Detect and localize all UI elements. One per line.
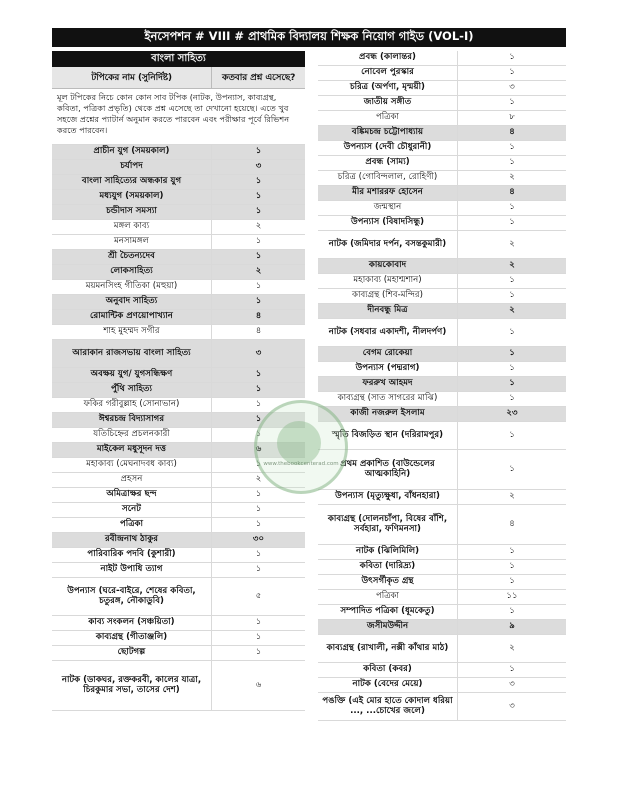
count-cell: ৩ [255,347,262,358]
topic-cell: পারিবারিক পদবি (কুশারী) [52,548,212,562]
count-cell: ২ [255,266,262,277]
count-cell: ১ [255,564,262,575]
table-row [318,201,566,216]
table-row [52,533,305,548]
topic-cell: মহাকাব্য (মহাশ্মশান) [318,274,458,288]
count-cell: ২ [509,172,515,183]
count-cell: ১ [255,489,262,500]
table-row [52,383,305,398]
topic-cell: চর্যাপদ [52,160,212,174]
table-row [318,96,566,111]
count-cell: ১ [255,647,262,658]
count-cell: ১ [255,191,262,202]
count-cell: ১ [255,504,262,515]
column-header-topic: টপিকের নাম (সুনির্দিষ্ট) [52,67,212,88]
topic-cell: পুঁথি সাহিত্য [52,383,212,397]
count-cell: ১ [255,384,262,395]
table-row [52,145,305,160]
topic-cell: সম্পাদিত পত্রিকা (ধূমকেতু) [318,605,458,619]
table-row [318,259,566,274]
table-row [52,548,305,563]
count-cell: ৩০ [252,534,265,545]
topic-cell: জসীমউদ্দীন [318,620,458,634]
count-cell: ১ [509,606,515,617]
topic-cell: যতিচিহ্নের প্রচলনকারী [52,428,212,442]
count-cell: ২ [509,491,515,502]
topic-cell: উপন্যাস (পদ্মরাগ) [318,362,458,376]
topic-cell: নাটক (বেদের মেয়ে) [318,678,458,692]
table-row [318,407,566,422]
topic-cell: সনেট [52,503,212,517]
watermark-seal [254,400,348,494]
topic-cell: অমিত্রাক্ষর ছন্দ [52,488,212,502]
table-row [318,289,566,304]
topic-cell: আরাকান রাজসভায় বাংলা সাহিত্য [52,340,212,367]
topic-cell: কাব্যগ্রন্থ (সাত সাগরের মাঝি) [318,392,458,406]
topic-cell: নোবেল পুরস্কার [318,66,458,80]
table-row [318,635,566,663]
topic-cell: প্রথম প্রকাশিত (বাউন্ডেলের আত্মকাহিনি) [318,450,458,489]
count-cell: ২ [509,238,515,249]
table-row [52,160,305,175]
table-row [318,678,566,693]
table-row [52,295,305,310]
count-cell: ১ [255,236,262,247]
count-cell: ৬ [255,444,262,455]
topic-cell: লোকসাহিত্য [52,265,212,279]
topic-cell: ফকির গরীবুল্লাহ (সোনাভান) [52,398,212,412]
topic-cell: উপন্যাস (মৃত্যুক্ষুধা, বাঁধনহারা) [318,490,458,504]
count-cell: ৩ [509,82,515,93]
topic-cell: পত্রিকা [52,518,212,532]
topic-cell: বাংলা সাহিত্যের অন্ধকার যুগ [52,175,212,189]
count-cell: ১ [255,414,262,425]
topic-cell: প্রবন্ধ (সাম্য) [318,156,458,170]
table-row [318,490,566,505]
count-cell: ৪ [255,311,262,322]
count-cell: ১ [509,429,515,440]
table-row [52,488,305,503]
table-row [318,304,566,319]
count-cell: ১ [255,632,262,643]
table-row [318,450,566,490]
topic-cell: স্মৃতি বিজড়িত স্থান (দরিরামপুর) [318,422,458,449]
topic-cell: বঙ্কিমচন্দ্র চট্টোপাধ্যায় [318,126,458,140]
topic-cell: মীর মশাররফ হোসেন [318,186,458,200]
count-cell: ১ [255,176,262,187]
table-row [318,171,566,186]
topic-cell: ফররুখ আহমদ [318,377,458,391]
topic-cell: নাটক (ডাকঘর, রক্তকরবী, কালের যাত্রা, চিরকুমার সভা, তাসের দেশ) [52,661,212,710]
count-cell: ১ [509,157,515,168]
table-row [318,362,566,377]
table-row [318,126,566,141]
page-header [52,28,566,47]
count-cell: ৩ [509,679,515,690]
topic-cell: জন্মস্থান [318,201,458,215]
count-cell: ১ [509,52,515,63]
count-cell: ৩ [255,161,262,172]
table-row [318,663,566,678]
topic-cell: উপন্যাস (বিষাদসিন্ধু) [318,216,458,230]
topic-cell: ঈশ্বরচন্দ্র বিদ্যাসাগর [52,413,212,427]
topic-cell: ময়মনসিংহ গীতিকা (মহুয়া) [52,280,212,294]
count-cell: ১ [509,378,515,389]
table-row [318,274,566,289]
table-row [318,505,566,545]
topic-cell: বেগম রোকেয়া [318,347,458,361]
table-row [318,575,566,590]
count-cell: ১ [255,146,262,157]
table-row [52,325,305,340]
count-cell: ৫ [255,590,262,601]
count-cell: ২ [509,642,515,653]
count-cell: ৪ [509,518,515,529]
count-cell: ১ [509,664,515,675]
count-cell: ৪ [255,326,262,337]
count-cell: ৬ [255,679,262,690]
table-row [52,250,305,265]
topic-cell: মধ্যযুগ (সময়কাল) [52,190,212,204]
count-cell: ৪ [509,187,515,198]
topic-cell: প্রবন্ধ (কালান্তর) [318,51,458,65]
table-row [52,190,305,205]
topic-cell: নাইট উপাধি ত্যাগ [52,563,212,577]
count-cell: ১ [509,561,515,572]
count-cell: ১ [255,459,262,470]
count-cell: ১ [255,549,262,560]
count-cell: ৯ [509,621,515,632]
count-cell: ১ [509,290,515,301]
topic-cell: চরিত্র (অর্পণা, মৃন্ময়ী) [318,81,458,95]
count-cell: ১ [255,399,262,410]
count-cell: ১ [509,546,515,557]
count-cell: ২ [509,260,515,271]
count-cell: ১ [255,519,262,530]
topic-cell: উপন্যাস (ঘরে-বাইরে, শেষের কবিতা, চতুরঙ্গ, নৌকাডুবি) [52,578,212,615]
topic-cell: কায়কোবাদ [318,259,458,273]
table-row [52,563,305,578]
count-cell: ১ [255,251,262,262]
table-row [52,310,305,325]
count-cell: ১ [255,296,262,307]
topic-cell: রোমান্টিক প্রণয়োপাখ্যান [52,310,212,324]
topic-cell: জাতীয় সঙ্গীত [318,96,458,110]
table-row [52,205,305,220]
count-cell: ১ [255,281,262,292]
topic-cell: নাটক (সধবার একাদশী, নীলদর্পণ) [318,319,458,346]
topic-cell: চরিত্র (গোবিন্দলাল, রোহিণী) [318,171,458,185]
table-row [318,111,566,126]
count-cell: ২ [255,221,262,232]
topic-cell: পঙক্তি (এই মোর হাতে কোদাল ধরিয়া ..., ...চোখের জলে) [318,693,458,720]
count-cell: ৩ [509,700,515,711]
table-row [318,693,566,721]
topic-cell: মাইকেল মধুসূদন দত্ত [52,443,212,457]
count-cell: ২৩ [506,408,518,419]
count-cell: ১ [255,429,262,440]
table-row [52,398,305,413]
topic-cell: কাব্যগ্রন্থ (গীতাঞ্জলি) [52,631,212,645]
table-row [52,616,305,631]
count-cell: ১ [509,97,515,108]
count-cell: ১১ [506,591,518,602]
topic-cell: কাব্যগ্রন্থ (শিব-মন্দির) [318,289,458,303]
topic-cell: কাব্যগ্রন্থ (রাখালী, নক্সী কাঁথার মাঠ) [318,635,458,662]
topic-cell: রবীন্দ্রনাথ ঠাকুর [52,533,212,547]
table-row [318,560,566,575]
table-row [318,186,566,201]
watermark-text: www.thebookcenterad.com [263,461,339,467]
topic-cell: পত্রিকা [318,590,458,604]
table-row [52,503,305,518]
topic-cell: কাজী নজরুল ইসলাম [318,407,458,421]
table-row [52,646,305,661]
count-cell: ২ [255,474,262,485]
topic-cell: শাহ মুহম্মদ সগীর [52,325,212,339]
count-cell: ১ [509,67,515,78]
watermark-icon [277,421,321,465]
topic-cell: প্রাচীন যুগ (সময়কাল) [52,145,212,159]
table-row [318,231,566,259]
table-row [52,235,305,250]
count-cell: ১ [255,369,262,380]
table-row [318,216,566,231]
topic-cell: প্রহসন [52,473,212,487]
topic-cell: ছোটগল্প [52,646,212,660]
table-row [52,661,305,711]
count-cell: ২ [509,305,515,316]
topic-cell: নাটক (ঝিলিমিলি) [318,545,458,559]
topic-cell: মঙ্গল কাব্য [52,220,212,234]
table-row [52,578,305,616]
count-cell: ১ [509,275,515,286]
table-row [52,175,305,190]
column-header-count: কতবার প্রশ্ন এসেছে? [222,73,296,83]
column-header [52,67,305,89]
count-cell: ১ [255,617,262,628]
count-cell: ১ [509,217,515,228]
count-cell: ১ [509,463,515,474]
table-row [318,590,566,605]
topic-cell: শ্রী চৈতন্যদেব [52,250,212,264]
count-cell: ১ [509,348,515,359]
topic-cell: কাব্যগ্রন্থ (দোলনচাঁপা, বিষের বাঁশি, সর্বহারা, ফণিমনসা) [318,505,458,544]
table-row [318,319,566,347]
topic-cell: মনসামঙ্গল [52,235,212,249]
topic-cell: অনুবাদ সাহিত্য [52,295,212,309]
count-cell: ১ [509,202,515,213]
topic-cell: দীনবন্ধু মিত্র [318,304,458,318]
right-column [318,51,566,721]
topic-cell: কবিতা (কবর) [318,663,458,677]
topic-cell: উপন্যাস (দেবী চৌধুরানী) [318,141,458,155]
table-row [318,605,566,620]
table-row [318,545,566,560]
table-row [318,51,566,66]
table-row [318,392,566,407]
intro-paragraph: মূল টপিকের নিচে কোন কোন সাব টপিক (নাটক, উপন্যাস, কাব্যগ্রন্থ, কবিতা, পত্রিকা প্রভৃতি) থেকে প্রশ্ন এসেছে তা দেখানো হয়েছে। এতে খুব সহজে প্রশ্নের প্যাটার্ন অনুমান করতে পারবেন এবং পরীক্ষার পূর্বে রিভিশন করতে পারবেন। [52,89,305,145]
topic-cell: কবিতা (দারিদ্র্য) [318,560,458,574]
table-row [318,141,566,156]
count-cell: ১ [255,206,262,217]
topic-cell: অবক্ষয় যুগ/ যুগসন্ধিক্ষণ [52,368,212,382]
table-row [318,66,566,81]
topic-cell: পত্রিকা [318,111,458,125]
count-cell: ১ [509,326,515,337]
table-row [52,340,305,368]
topic-cell: উৎসর্গীকৃত গ্রন্থ [318,575,458,589]
table-row [52,265,305,280]
topic-cell: মহাকাব্য (মেঘনাদবধ কাব্য) [52,458,212,472]
count-cell: ১ [509,393,515,404]
header-title: ইনসেপশন # VIII # প্রাথমিক বিদ্যালয় শিক্ষক নিয়োগ গাইড (VOL-I) [144,29,474,43]
table-row [52,631,305,646]
table-row [318,422,566,450]
topic-cell: নাটক (জমিদার দর্পন, বসন্তকুমারী) [318,231,458,258]
table-row [52,280,305,295]
table-row [318,81,566,96]
right-table-body [318,51,566,721]
table-row [52,518,305,533]
topic-cell: কাব্য সংকলন (সঞ্চয়িতা) [52,616,212,630]
section-title: বাংলা সাহিত্য [52,51,305,67]
count-cell: ৮ [509,112,515,123]
table-row [318,377,566,392]
topic-cell: চন্ডীদাস সমস্যা [52,205,212,219]
table-row [318,156,566,171]
count-cell: ১ [509,142,515,153]
count-cell: ১ [509,576,515,587]
table-row [52,368,305,383]
table-row [52,220,305,235]
table-row [318,620,566,635]
count-cell: ৪ [509,127,515,138]
table-row [318,347,566,362]
left-column [52,51,305,711]
count-cell: ১ [509,363,515,374]
